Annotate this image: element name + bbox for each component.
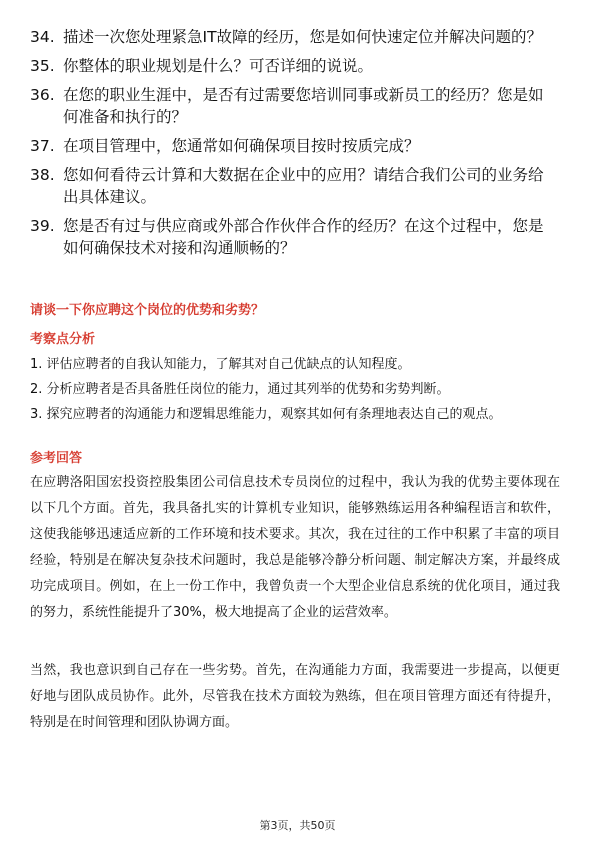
question-number: 37. <box>30 137 55 155</box>
list-item <box>30 215 558 259</box>
list-item <box>30 26 558 48</box>
analysis-point: 1. 评估应聘者的自我认知能力，了解其对自己优缺点的认知程度。 <box>30 357 411 372</box>
list-item <box>30 55 558 77</box>
question-number: 39. <box>30 217 55 235</box>
question-text: 描述一次您处理紧急IT故障的经历，您是如何快速定位并解决问题的？ <box>63 28 543 46</box>
analysis-point: 3. 探究应聘者的沟通能力和逻辑思维能力，观察其如何有条理地表达自己的观点。 <box>30 407 502 422</box>
analysis-heading: 考察点分析 <box>30 332 96 347</box>
question-text: 你整体的职业规划是什么？可否详细的说说。 <box>63 57 374 75</box>
answer-section <box>30 450 560 736</box>
list-item <box>30 164 558 208</box>
question-number: 38. <box>30 166 55 184</box>
answer-paragraph: 在应聘洛阳国宏投资控股集团公司信息技术专员岗位的过程中，我认为我的优势主要体现在以下几个方面。首先，我具备扎实的计算机专业知识，能够熟练运用各种编程语言和软件，这使我能够迅速适应新的工作环境和技术要求。其次，我在过往的工作中积累了丰富的项目经验，特别是在解决复杂技术问题时，我总是能够冷静分析问题、制定解决方案，并最终成功完成项目。例如，在上一份工作中，我曾负责一个大型企业信息系统的优化项目，通过我的努力，系统性能提升了30%，极大地提高了企业的运营效率。 <box>30 475 560 620</box>
question-text: 在您的职业生涯中，是否有过需要您培训同事或新员工的经历？您是如何准备和执行的？ <box>63 86 544 126</box>
question-text: 您如何看待云计算和大数据在企业中的应用？请结合我们公司的业务给出具体建议。 <box>63 166 544 206</box>
question-number: 34. <box>30 28 55 46</box>
answer-heading: 参考回答 <box>30 451 83 466</box>
featured-question: 请谈一下你应聘这个岗位的优势和劣势？ <box>30 303 265 318</box>
question-text: 您是否有过与供应商或外部合作伙伴合作的经历？在这个过程中，您是如何确保技术对接和沟通顺畅的？ <box>63 217 544 257</box>
answer-paragraph: 当然，我也意识到自己存在一些劣势。首先，在沟通能力方面，我需要进一步提高，以便更好地与团队成员协作。此外，尽管我在技术方面较为熟练，但在项目管理方面还有待提升，特别是在时间管理和团队协调方面。 <box>30 663 560 730</box>
question-list <box>30 26 558 266</box>
page-footer: 第3页，共50页 <box>259 819 336 832</box>
question-number: 36. <box>30 86 55 104</box>
question-text: 在项目管理中，您通常如何确保项目按时按质完成？ <box>63 137 420 155</box>
question-number: 35. <box>30 57 55 75</box>
featured-question-section <box>30 302 560 320</box>
analysis-section <box>30 331 560 424</box>
list-item <box>30 84 558 128</box>
list-item <box>30 135 558 157</box>
analysis-point: 2. 分析应聘者是否具备胜任岗位的能力，通过其列举的优势和劣势判断。 <box>30 382 450 397</box>
